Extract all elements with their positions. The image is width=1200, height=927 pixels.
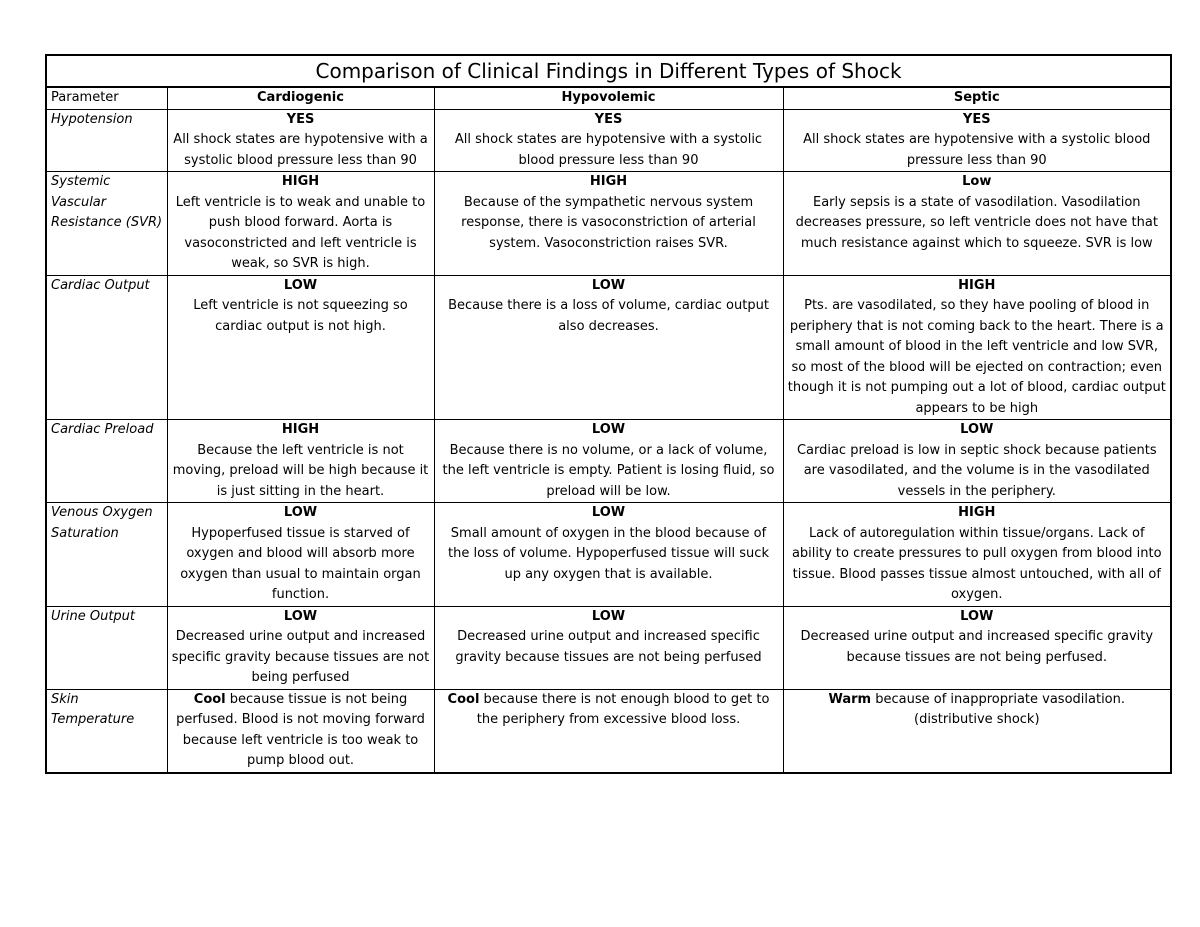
description-text: Decreased urine output and increased specific gravity because tissues are not being perfused <box>455 629 762 665</box>
hypovolemic-cell <box>434 275 783 420</box>
description-text: Cardiac preload is low in septic shock because patients are vasodilated, and the volume is in the vasodilated vessels in the periphery. <box>796 442 1157 499</box>
level-value: YES <box>594 111 623 127</box>
table-row <box>46 606 1171 689</box>
description-text: Pts. are vasodilated, so they have pooling of blood in periphery that is not coming back to the heart. There is a small amount of blood in the left ventricle and low SVR, so most of the blood will be ejected on contraction; even though it is not pumping out a lot of blood, cardiac output appears to be high <box>787 298 1166 416</box>
description-text: Lack of autoregulation within tissue/organs. Lack of ability to create pressures to pull oxygen from blood into tissue. Blood passes tissue almost untouched, with all of oxygen. <box>791 525 1162 602</box>
septic-cell <box>783 606 1171 689</box>
level-value: YES <box>962 111 991 127</box>
level-value: HIGH <box>589 174 628 189</box>
table-row <box>46 275 1171 420</box>
cardiogenic-cell <box>167 275 434 420</box>
hypovolemic-cell <box>434 689 783 773</box>
hypovolemic-cell <box>434 109 783 172</box>
title-row <box>46 55 1171 87</box>
row-parameter: Cardiac Output <box>46 275 167 420</box>
header-parameter: Parameter <box>46 87 167 109</box>
description-text: Decreased urine output and increased specific gravity because tissues are not being perfused. <box>800 629 1154 665</box>
row-parameter: Systemic Vascular Resistance (SVR) <box>46 172 167 276</box>
table-title: Comparison of Clinical Findings in Different Types of Shock <box>46 55 1171 87</box>
septic-cell <box>783 172 1171 276</box>
septic-cell <box>783 109 1171 172</box>
description-text: Decreased urine output and increased specific gravity because tissues are not being perfused <box>171 629 430 685</box>
level-value: Low <box>962 174 992 189</box>
septic-cell <box>783 420 1171 503</box>
header-row <box>46 87 1171 109</box>
row-parameter: Skin Temperature <box>46 689 167 773</box>
cardiogenic-cell <box>167 503 434 607</box>
table-row <box>46 109 1171 172</box>
header-septic: Septic <box>783 87 1171 109</box>
level-value: HIGH <box>281 422 320 437</box>
hypovolemic-cell <box>434 503 783 607</box>
hypovolemic-cell <box>434 420 783 503</box>
skin-lead-word: Cool <box>193 691 226 707</box>
level-value: YES <box>286 111 315 127</box>
description-text: Because there is no volume, or a lack of volume, the left ventricle is empty. Patient is losing fluid, so preload will be low. <box>442 442 775 499</box>
level-value: LOW <box>591 277 626 293</box>
description-text: Left ventricle is not squeezing so cardiac output is not high. <box>193 298 408 334</box>
cardiogenic-cell <box>167 420 434 503</box>
table-row <box>46 689 1171 773</box>
description-text: Left ventricle is to weak and unable to push blood forward. Aorta is vasoconstricted and left ventricle is weak, so SVR is high. <box>175 194 426 271</box>
table-row <box>46 503 1171 607</box>
row-parameter: Urine Output <box>46 606 167 689</box>
level-value: HIGH <box>958 505 996 520</box>
description-text: Small amount of oxygen in the blood because of the loss of volume. Hypoperfused tissue will suck up any oxygen that is available. <box>448 525 769 582</box>
description-text: Hypoperfused tissue is starved of oxygen and blood will absorb more oxygen than usual to maintain organ function. <box>180 525 421 602</box>
description-text: All shock states are hypotensive with a systolic blood pressure less than 90 <box>454 132 763 168</box>
table-row <box>46 172 1171 276</box>
description-text: All shock states are hypotensive with a systolic blood pressure less than 90 <box>173 132 428 168</box>
row-parameter: Cardiac Preload <box>46 420 167 503</box>
description-text: because of inappropriate vasodilation. (distributive shock) <box>871 691 1126 727</box>
hypovolemic-cell <box>434 172 783 276</box>
description-text: because there is not enough blood to get to the periphery from excessive blood loss. <box>476 691 770 727</box>
level-value: HIGH <box>281 174 320 189</box>
septic-cell <box>783 689 1171 773</box>
header-hypovolemic: Hypovolemic <box>434 87 783 109</box>
shock-comparison-table <box>45 54 1172 774</box>
level-value: LOW <box>283 277 318 293</box>
cardiogenic-cell <box>167 689 434 773</box>
level-value: HIGH <box>958 277 996 293</box>
septic-cell <box>783 275 1171 420</box>
header-cardiogenic: Cardiogenic <box>167 87 434 109</box>
hypovolemic-cell <box>434 606 783 689</box>
table-row <box>46 420 1171 503</box>
skin-lead-word: Warm <box>828 691 872 707</box>
level-value: LOW <box>960 608 994 624</box>
description-text: All shock states are hypotensive with a systolic blood pressure less than 90 <box>803 132 1151 168</box>
row-parameter: Venous Oxygen Saturation <box>46 503 167 607</box>
septic-cell <box>783 503 1171 607</box>
level-value: LOW <box>960 422 994 437</box>
level-value: LOW <box>591 608 626 624</box>
row-parameter: Hypotension <box>46 109 167 172</box>
description-text: Because of the sympathetic nervous system response, there is vasoconstriction of arterial system. Vasoconstriction raises SVR. <box>461 194 756 251</box>
description-text: Early sepsis is a state of vasodilation. Vasodilation decreases pressure, so left ventricle does not have that much resistance against which to squeeze. SVR is low <box>795 194 1158 251</box>
skin-lead-word: Cool <box>447 691 480 707</box>
cardiogenic-cell <box>167 109 434 172</box>
description-text: Because the left ventricle is not moving, preload will be high because it is just sitting in the heart. <box>172 442 429 499</box>
description-text: because tissue is not being perfused. Blood is not moving forward because left ventricle is too weak to pump blood out. <box>176 691 425 768</box>
level-value: LOW <box>591 422 626 437</box>
level-value: LOW <box>283 505 318 520</box>
cardiogenic-cell <box>167 172 434 276</box>
cardiogenic-cell <box>167 606 434 689</box>
level-value: LOW <box>591 505 626 520</box>
level-value: LOW <box>283 608 318 624</box>
description-text: Because there is a loss of volume, cardiac output also decreases. <box>448 298 769 334</box>
